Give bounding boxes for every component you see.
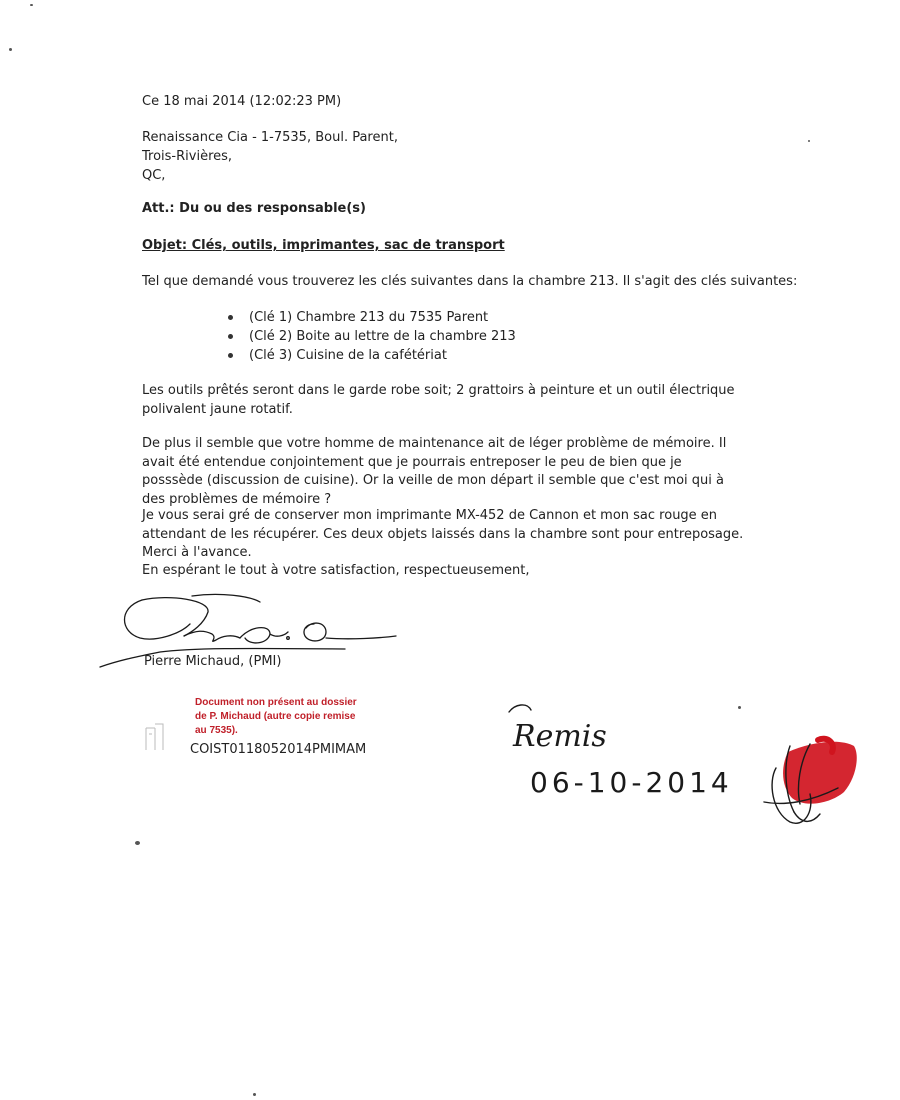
tools-paragraph: Les outils prêtés seront dans le garde robe soit; 2 grattoirs à peinture et un outil électrique polivalent jaune rotatif. [142,383,735,417]
keys-list [228,308,516,365]
handwritten-date [530,754,790,814]
key-item: (Clé 1) Chambre 213 du 7535 Parent [228,308,516,327]
scan-mark-icon [143,720,167,754]
intro-paragraph: Tel que demandé vous trouverez les clés suivantes dans la chambre 213. Il s'agit des clés suivantes: [142,274,798,289]
scan-speck [738,706,741,709]
red-note-line: de P. Michaud (autre copie remise [195,711,356,722]
memory-paragraph: De plus il semble que votre homme de maintenance ait de léger problème de mémoire. Il avait été entendue conjointement que je pourrais entreposer le peu de bien que je posssède (discussion de cuisine). Or la veille de mon départ il semble que c'est moi qui à des problèmes de mémoire ? [142,436,727,507]
address-line: QC, [142,168,166,183]
handwritten-date-text: 06-10-2014 [530,766,733,799]
red-annotation-note [195,696,357,738]
scan-speck [253,1093,256,1096]
address-line: Trois-Rivières, [142,149,233,164]
scan-speck [135,841,140,845]
scan-speck [9,48,12,51]
red-note-line: Document non présent au dossier [195,697,357,708]
handwritten-remis-text: Remis [513,719,607,754]
printer-paragraph: Je vous serai gré de conserver mon imprimante MX-452 de Cannon et mon sac rouge en attendant de les récupérer. Ces deux objets laissés dans la chambre sont pour entreposage. Merci à l'avance. [142,508,744,560]
key-item: (Clé 2) Boite au lettre de la chambre 213 [228,327,516,346]
address-line: Renaissance Cia - 1-7535, Boul. Parent, [142,130,398,145]
red-stamp-initials [760,732,870,842]
red-note-line: au 7535). [195,725,238,736]
scan-speck [808,140,810,142]
signatory-name: Pierre Michaud, (PMI) [144,654,282,669]
closing-line: En espérant le tout à votre satisfaction, respectueusement, [142,563,530,578]
attention-line: Att.: Du ou des responsable(s) [142,201,366,216]
subject-line: Objet: Clés, outils, imprimantes, sac de transport [142,238,505,253]
key-item: (Clé 3) Cuisine de la cafétériat [228,346,516,365]
reference-code: COIST0118052014PMIMAM [190,742,367,757]
letter-date: Ce 18 mai 2014 (12:02:23 PM) [142,94,342,109]
scan-speck [30,4,33,6]
